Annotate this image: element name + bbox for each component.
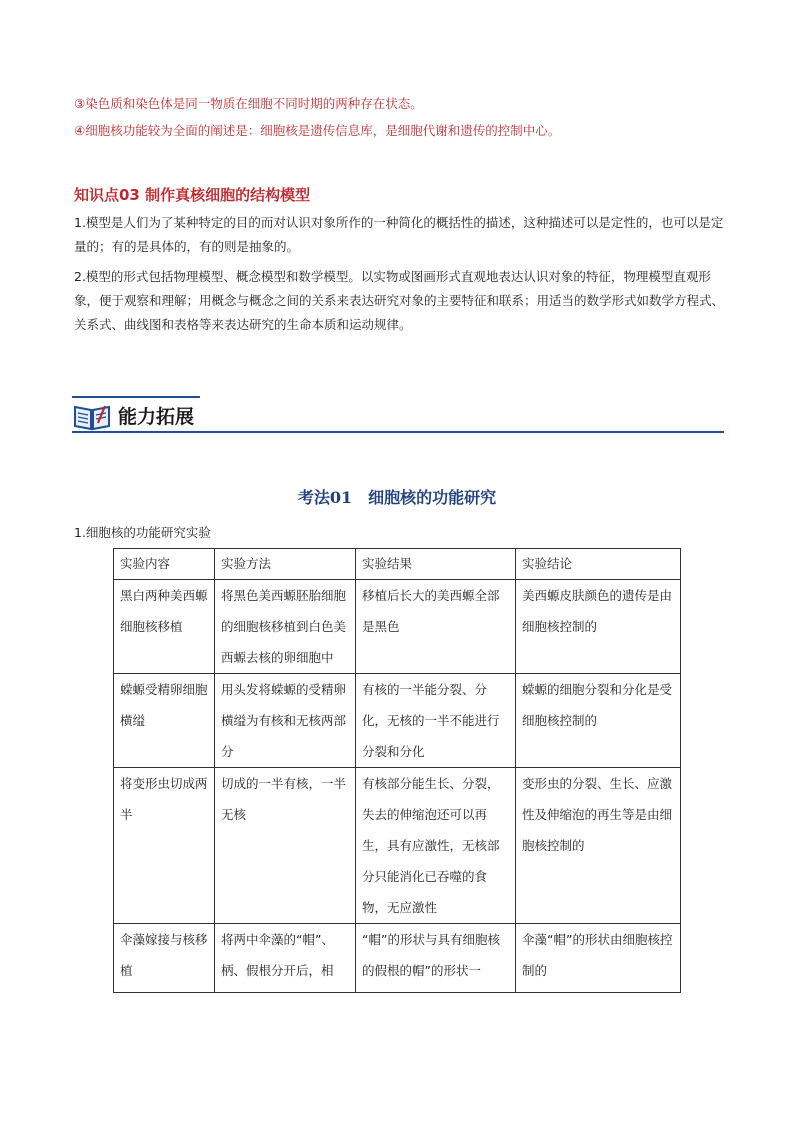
banner-top-rule [72,396,200,398]
table-cell: 移植后长大的美西螈全部是黑色 [356,580,516,674]
table-cell: 将黑色美西螈胚胎细胞的细胞核移植到白色美西螈去核的卵细胞中 [215,580,356,674]
table-row [114,674,681,768]
knowledge-point-title: 知识点03 制作真核细胞的结构模型 [74,186,311,204]
table-cell: 将变形虫切成两半 [114,768,215,924]
banner-bottom-rule [72,431,724,433]
banner-title: 能力拓展 [118,406,195,428]
table-row [114,924,681,993]
table-row [114,580,681,674]
table-row [114,768,681,924]
table-cell: 伞藻嫁接与核移植 [114,924,215,993]
note-3: ③染色质和染色体是同一物质在细胞不同时期的两种存在状态。 [74,96,423,111]
knowledge-paragraph-1: 1.模型是人们为了某种特定的目的而对认识对象所作的一种简化的概括性的描述，这种描述可以是定性的，也可以是定量的；有的是具体的，有的则是抽象的。 [74,215,724,254]
book-icon [72,401,112,431]
table-cell: 用头发将蝾螈的受精卵横缢为有核和无核两部分 [215,674,356,768]
table-cell: 蝾螈的细胞分裂和分化是受细胞核控制的 [516,674,681,768]
section-subtitle: 1.细胞核的功能研究实验 [74,525,211,540]
table-cell: 美西螈皮肤颜色的遗传是由细胞核控制的 [516,580,681,674]
section-title: 考法01 细胞核的功能研究 [297,488,497,507]
table-cell: “帽”的形状与具有细胞核的假根的帽”的形状一 [356,924,516,993]
header-cell: 实验结论 [516,549,681,580]
table-cell: 变形虫的分裂、生长、应激性及伸缩泡的再生等是由细胞核控制的 [516,768,681,924]
table-cell: 蝾螈受精卵细胞横缢 [114,674,215,768]
table-cell: 有核的一半能分裂、分化，无核的一半不能进行分裂和分化 [356,674,516,768]
header-cell: 实验结果 [356,549,516,580]
header-cell: 实验内容 [114,549,215,580]
note-4: ④细胞核功能较为全面的阐述是：细胞核是遗传信息库，是细胞代谢和遗传的控制中心。 [74,123,561,138]
experiment-table [113,548,681,993]
table-cell: 黑白两种美西螈细胞核移植 [114,580,215,674]
table-cell: 切成的一半有核，一半无核 [215,768,356,924]
table-header-row [114,549,681,580]
header-cell: 实验方法 [215,549,356,580]
knowledge-paragraph-2: 2.模型的形式包括物理模型、概念模型和数学模型。以实物或图画形式直观地表达认识对象的特征，物理模型直观形象，便于观察和理解；用概念与概念之间的关系来表达研究对象的主要特征和联系；用适当的数学形式如数学方程式、关系式、曲线图和表格等来表达研究的生命本质和运动规律。 [74,269,725,332]
section-banner [72,396,724,436]
table-cell: 有核部分能生长、分裂，失去的伸缩泡还可以再生，具有应激性，无核部分只能消化已吞噬的食物，无应激性 [356,768,516,924]
table-cell: 伞藻“帽”的形状由细胞核控制的 [516,924,681,993]
table-cell: 将两中伞藻的“帽”、柄、假根分开后，相 [215,924,356,993]
